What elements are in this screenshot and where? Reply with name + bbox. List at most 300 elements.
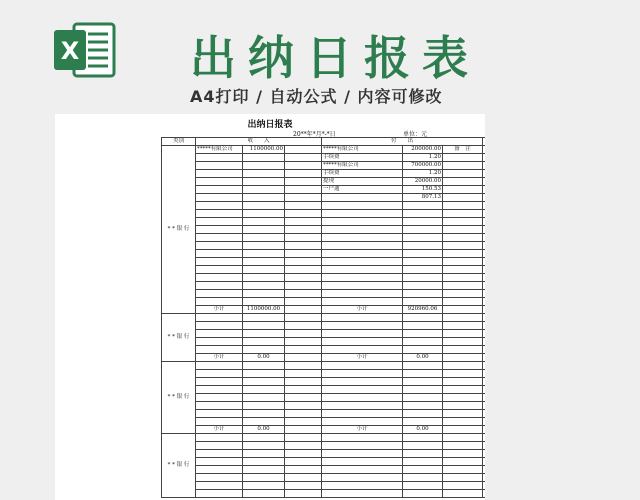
excel-logo-icon: [52, 20, 116, 80]
table-row: [162, 218, 486, 226]
payment-name-cell: [322, 442, 403, 450]
income-name-cell: [196, 418, 243, 426]
subtotal-income-value: 0.00: [243, 354, 285, 362]
income-amount-cell: [243, 346, 285, 354]
income-amount-cell: [243, 258, 285, 266]
payment-blank-cell: [443, 226, 483, 234]
payment-blank-cell: [443, 186, 483, 194]
income-blank-cell: [285, 178, 322, 186]
income-blank-cell: [285, 186, 322, 194]
income-amount-cell: [243, 386, 285, 394]
income-blank-cell: [285, 402, 322, 410]
income-name-cell: [196, 250, 243, 258]
table-row: [162, 170, 486, 178]
payment-name-cell: 手续费: [322, 154, 403, 162]
blank-cell: [483, 330, 485, 338]
blank-cell: [483, 282, 485, 290]
payment-amount-cell: [403, 386, 443, 394]
payment-amount-cell: [403, 290, 443, 298]
blank-cell: [483, 434, 485, 442]
subtotal-blank: [443, 490, 483, 498]
income-name-cell: [196, 194, 243, 202]
subtotal-row: [162, 306, 486, 314]
income-name-cell: [196, 442, 243, 450]
table-row: [162, 242, 486, 250]
income-blank-cell: [285, 442, 322, 450]
table-row: [162, 402, 486, 410]
payment-amount-cell: [403, 346, 443, 354]
table-row: [162, 258, 486, 266]
income-name-cell: [196, 266, 243, 274]
table-row: [162, 298, 486, 306]
income-blank-cell: [285, 330, 322, 338]
income-amount-cell: [243, 162, 285, 170]
payment-name-cell: [322, 314, 403, 322]
payment-blank-cell: [443, 274, 483, 282]
income-amount-cell: [243, 482, 285, 490]
blank-cell: [483, 266, 485, 274]
subtotal-income-label: 小计: [196, 354, 243, 362]
income-amount-cell: 1100000.00: [243, 146, 285, 154]
blank-cell: [483, 226, 485, 234]
income-amount-cell: [243, 242, 285, 250]
income-name-cell: [196, 474, 243, 482]
income-blank-cell: [285, 418, 322, 426]
income-amount-cell: [243, 378, 285, 386]
blank-cell: [483, 370, 485, 378]
table-row: [162, 202, 486, 210]
income-blank-cell: [285, 458, 322, 466]
income-amount-cell: [243, 410, 285, 418]
income-name-cell: [196, 466, 243, 474]
payment-name-cell: [322, 466, 403, 474]
table-row: [162, 362, 486, 370]
blank-cell: [483, 274, 485, 282]
payment-name-cell: [322, 434, 403, 442]
income-amount-cell: [243, 434, 285, 442]
payment-amount-cell: [403, 402, 443, 410]
subtotal-blank: [285, 354, 322, 362]
table-row: [162, 346, 486, 354]
income-blank-cell: [285, 482, 322, 490]
payment-name-cell: *****有限公司: [322, 162, 403, 170]
table-row: [162, 410, 486, 418]
payment-name-cell: [322, 194, 403, 202]
payment-amount-cell: [403, 362, 443, 370]
payment-name-cell: [322, 330, 403, 338]
payment-amount-cell: 1.20: [403, 170, 443, 178]
document-sheet: [55, 114, 485, 500]
payment-name-cell: [322, 290, 403, 298]
payment-blank-cell: [443, 210, 483, 218]
payment-amount-cell: [403, 474, 443, 482]
income-blank-cell: [285, 370, 322, 378]
table-row: [162, 450, 486, 458]
income-name-cell: [196, 178, 243, 186]
income-amount-cell: [243, 266, 285, 274]
blank-cell: [483, 242, 485, 250]
payment-blank-cell: [443, 482, 483, 490]
income-name-cell: [196, 394, 243, 402]
payment-name-cell: [322, 258, 403, 266]
income-blank-cell: [285, 450, 322, 458]
income-amount-cell: [243, 178, 285, 186]
table-row: [162, 394, 486, 402]
income-blank-cell: [285, 394, 322, 402]
subtotal-payment-label: 小计: [322, 354, 403, 362]
income-name-cell: [196, 170, 243, 178]
income-name-cell: [196, 378, 243, 386]
payment-amount-cell: [403, 234, 443, 242]
income-amount-cell: [243, 314, 285, 322]
income-amount-cell: [243, 442, 285, 450]
payment-blank-cell: [443, 258, 483, 266]
payment-amount-cell: [403, 442, 443, 450]
income-name-cell: [196, 386, 243, 394]
payment-name-cell: [322, 322, 403, 330]
income-amount-cell: [243, 218, 285, 226]
subtotal-row: [162, 426, 486, 434]
header-blank: [483, 138, 485, 146]
blank-cell: [483, 290, 485, 298]
income-name-cell: [196, 322, 243, 330]
income-name-cell: [196, 314, 243, 322]
income-blank-cell: [285, 170, 322, 178]
income-blank-cell: [285, 362, 322, 370]
income-amount-cell: [243, 290, 285, 298]
payment-name-cell: [322, 266, 403, 274]
blank-cell: [483, 322, 485, 330]
income-blank-cell: [285, 226, 322, 234]
payment-name-cell: [322, 474, 403, 482]
income-blank-cell: [285, 154, 322, 162]
payment-amount-cell: 200000.00: [403, 146, 443, 154]
table-row: [162, 370, 486, 378]
income-amount-cell: [243, 474, 285, 482]
income-amount-cell: [243, 418, 285, 426]
blank-cell: [483, 162, 485, 170]
income-name-cell: [196, 434, 243, 442]
payment-name-cell: [322, 394, 403, 402]
income-amount-cell: [243, 202, 285, 210]
bank-category-cell: * * 银 行: [162, 314, 196, 362]
header-income: 收 入: [196, 138, 322, 146]
income-blank-cell: [285, 162, 322, 170]
income-amount-cell: [243, 154, 285, 162]
table-row: [162, 274, 486, 282]
table-row: [162, 330, 486, 338]
payment-amount-cell: 700000.00: [403, 162, 443, 170]
payment-name-cell: [322, 274, 403, 282]
payment-blank-cell: [443, 410, 483, 418]
table-row: [162, 474, 486, 482]
income-name-cell: [196, 338, 243, 346]
blank-cell: [483, 386, 485, 394]
payment-blank-cell: [443, 370, 483, 378]
blank-cell: [483, 146, 485, 154]
subtotal-payment-label: 小计: [322, 426, 403, 434]
payment-blank-cell: [443, 282, 483, 290]
payment-blank-cell: [443, 418, 483, 426]
payment-blank-cell: [443, 434, 483, 442]
subtotal-income-value: [243, 490, 285, 498]
blank-cell: [483, 194, 485, 202]
income-amount-cell: [243, 282, 285, 290]
payment-amount-cell: [403, 226, 443, 234]
income-blank-cell: [285, 194, 322, 202]
income-name-cell: [196, 242, 243, 250]
table-row: [162, 250, 486, 258]
page-subtitle: A4打印 / 自动公式 / 内容可修改: [190, 87, 443, 106]
blank-cell: [483, 474, 485, 482]
subtotal-blank: [483, 354, 485, 362]
payment-amount-cell: [403, 202, 443, 210]
payment-amount-cell: [403, 338, 443, 346]
payment-amount-cell: [403, 410, 443, 418]
income-blank-cell: [285, 466, 322, 474]
payment-blank-cell: [443, 242, 483, 250]
subtotal-blank: [443, 426, 483, 434]
blank-cell: [483, 362, 485, 370]
payment-name-cell: [322, 450, 403, 458]
payment-blank-cell: [443, 402, 483, 410]
payment-amount-cell: 150.53: [403, 186, 443, 194]
payment-amount-cell: 1.20: [403, 154, 443, 162]
blank-cell: [483, 170, 485, 178]
table-row: [162, 186, 486, 194]
income-blank-cell: [285, 282, 322, 290]
subtotal-payment-value: 0.00: [403, 354, 443, 362]
subtotal-blank: [483, 490, 485, 498]
income-amount-cell: [243, 322, 285, 330]
subtotal-income-label: 小计: [196, 426, 243, 434]
income-blank-cell: [285, 146, 322, 154]
income-blank-cell: [285, 346, 322, 354]
payment-name-cell: 一户通: [322, 186, 403, 194]
payment-blank-cell: [443, 290, 483, 298]
income-amount-cell: [243, 370, 285, 378]
page-title: 出纳日报表: [190, 31, 480, 85]
blank-cell: [483, 466, 485, 474]
income-name-cell: [196, 298, 243, 306]
subtotal-row: [162, 490, 486, 498]
subtotal-blank: [443, 306, 483, 314]
blank-cell: [483, 458, 485, 466]
table-row: [162, 282, 486, 290]
table-row: [162, 154, 486, 162]
table-row: [162, 162, 486, 170]
payment-name-cell: [322, 346, 403, 354]
blank-cell: [483, 258, 485, 266]
blank-cell: [483, 338, 485, 346]
payment-blank-cell: [443, 466, 483, 474]
payment-blank-cell: [443, 346, 483, 354]
income-name-cell: [196, 458, 243, 466]
payment-amount-cell: [403, 210, 443, 218]
payment-name-cell: [322, 386, 403, 394]
payment-blank-cell: [443, 322, 483, 330]
income-name-cell: [196, 282, 243, 290]
income-name-cell: [196, 210, 243, 218]
income-blank-cell: [285, 250, 322, 258]
payment-amount-cell: 20000.00: [403, 178, 443, 186]
income-name-cell: [196, 162, 243, 170]
blank-cell: [483, 298, 485, 306]
income-name-cell: [196, 346, 243, 354]
table-row: [162, 146, 486, 154]
payment-amount-cell: [403, 266, 443, 274]
payment-amount-cell: [403, 466, 443, 474]
income-amount-cell: [243, 298, 285, 306]
blank-cell: [483, 186, 485, 194]
payment-name-cell: [322, 378, 403, 386]
payment-name-cell: [322, 202, 403, 210]
payment-name-cell: [322, 458, 403, 466]
income-blank-cell: [285, 266, 322, 274]
subtotal-row: [162, 354, 486, 362]
payment-amount-cell: [403, 218, 443, 226]
income-name-cell: [196, 202, 243, 210]
payment-blank-cell: [443, 450, 483, 458]
payment-blank-cell: [443, 170, 483, 178]
income-blank-cell: [285, 474, 322, 482]
bank-category-cell: * * 银 行: [162, 146, 196, 314]
income-amount-cell: [243, 450, 285, 458]
payment-blank-cell: [443, 266, 483, 274]
table-row: [162, 442, 486, 450]
income-name-cell: [196, 402, 243, 410]
income-blank-cell: [285, 378, 322, 386]
document-title: 出纳日报表: [247, 120, 293, 130]
income-name-cell: [196, 226, 243, 234]
payment-blank-cell: [443, 194, 483, 202]
payment-amount-cell: [403, 274, 443, 282]
payment-amount-cell: [403, 258, 443, 266]
payment-blank-cell: [443, 250, 483, 258]
income-blank-cell: [285, 290, 322, 298]
subtotal-payment-value: [403, 490, 443, 498]
blank-cell: [483, 418, 485, 426]
payment-name-cell: [322, 410, 403, 418]
subtotal-income-value: 0.00: [243, 426, 285, 434]
payment-amount-cell: [403, 434, 443, 442]
blank-cell: [483, 314, 485, 322]
subtotal-income-label: [196, 490, 243, 498]
payment-amount-cell: [403, 458, 443, 466]
table-row: [162, 234, 486, 242]
income-blank-cell: [285, 234, 322, 242]
income-amount-cell: [243, 250, 285, 258]
table-row: [162, 338, 486, 346]
blank-cell: [483, 218, 485, 226]
header-payment: 付 出: [322, 138, 483, 146]
income-name-cell: [196, 330, 243, 338]
payment-blank-cell: [443, 218, 483, 226]
subtotal-blank: [285, 490, 322, 498]
subtotal-payment-value: 920960.06: [403, 306, 443, 314]
blank-cell: [483, 154, 485, 162]
income-amount-cell: [243, 458, 285, 466]
income-amount-cell: [243, 186, 285, 194]
logo-letter: X: [60, 37, 80, 65]
income-name-cell: [196, 290, 243, 298]
payment-blank-cell: [443, 298, 483, 306]
subtotal-payment-label: 小计: [322, 306, 403, 314]
payment-name-cell: [322, 218, 403, 226]
payment-amount-cell: [403, 298, 443, 306]
income-name-cell: [196, 186, 243, 194]
payment-name-cell: [322, 282, 403, 290]
blank-cell: [483, 250, 485, 258]
income-blank-cell: [285, 314, 322, 322]
payment-blank-cell: [443, 202, 483, 210]
payment-blank-cell: [443, 338, 483, 346]
subtotal-blank: [443, 354, 483, 362]
payment-name-cell: [322, 402, 403, 410]
income-name-cell: [196, 258, 243, 266]
blank-cell: [483, 402, 485, 410]
payment-blank-cell: [443, 378, 483, 386]
income-blank-cell: [285, 202, 322, 210]
payment-amount-cell: 807.13: [403, 194, 443, 202]
income-amount-cell: [243, 170, 285, 178]
income-blank-cell: [285, 274, 322, 282]
blank-cell: [483, 394, 485, 402]
table-row: [162, 418, 486, 426]
payment-amount-cell: [403, 322, 443, 330]
payment-name-cell: [322, 210, 403, 218]
payment-amount-cell: [403, 394, 443, 402]
income-amount-cell: [243, 210, 285, 218]
income-amount-cell: [243, 466, 285, 474]
payment-blank-cell: [443, 394, 483, 402]
table-row: [162, 210, 486, 218]
subtotal-income-value: 1100000.00: [243, 306, 285, 314]
blank-cell: [483, 202, 485, 210]
income-name-cell: [196, 482, 243, 490]
note-label-cell: 备 注: [443, 146, 483, 154]
income-amount-cell: [243, 402, 285, 410]
payment-amount-cell: [403, 378, 443, 386]
payment-blank-cell: [443, 314, 483, 322]
table-row: [162, 434, 486, 442]
payment-name-cell: *****有限公司: [322, 146, 403, 154]
blank-cell: [483, 210, 485, 218]
payment-name-cell: [322, 338, 403, 346]
payment-name-cell: 手续费: [322, 170, 403, 178]
income-blank-cell: [285, 410, 322, 418]
income-blank-cell: [285, 386, 322, 394]
income-name-cell: [196, 410, 243, 418]
subtotal-payment-value: 0.00: [403, 426, 443, 434]
payment-blank-cell: [443, 234, 483, 242]
blank-cell: [483, 234, 485, 242]
table-row: [162, 386, 486, 394]
payment-amount-cell: [403, 282, 443, 290]
payment-name-cell: [322, 226, 403, 234]
blank-cell: [483, 346, 485, 354]
payment-name-cell: [322, 482, 403, 490]
income-name-cell: [196, 154, 243, 162]
income-blank-cell: [285, 242, 322, 250]
income-blank-cell: [285, 210, 322, 218]
income-amount-cell: [243, 330, 285, 338]
income-amount-cell: [243, 362, 285, 370]
table-row: [162, 378, 486, 386]
payment-blank-cell: [443, 154, 483, 162]
payment-blank-cell: [443, 178, 483, 186]
blank-cell: [483, 378, 485, 386]
